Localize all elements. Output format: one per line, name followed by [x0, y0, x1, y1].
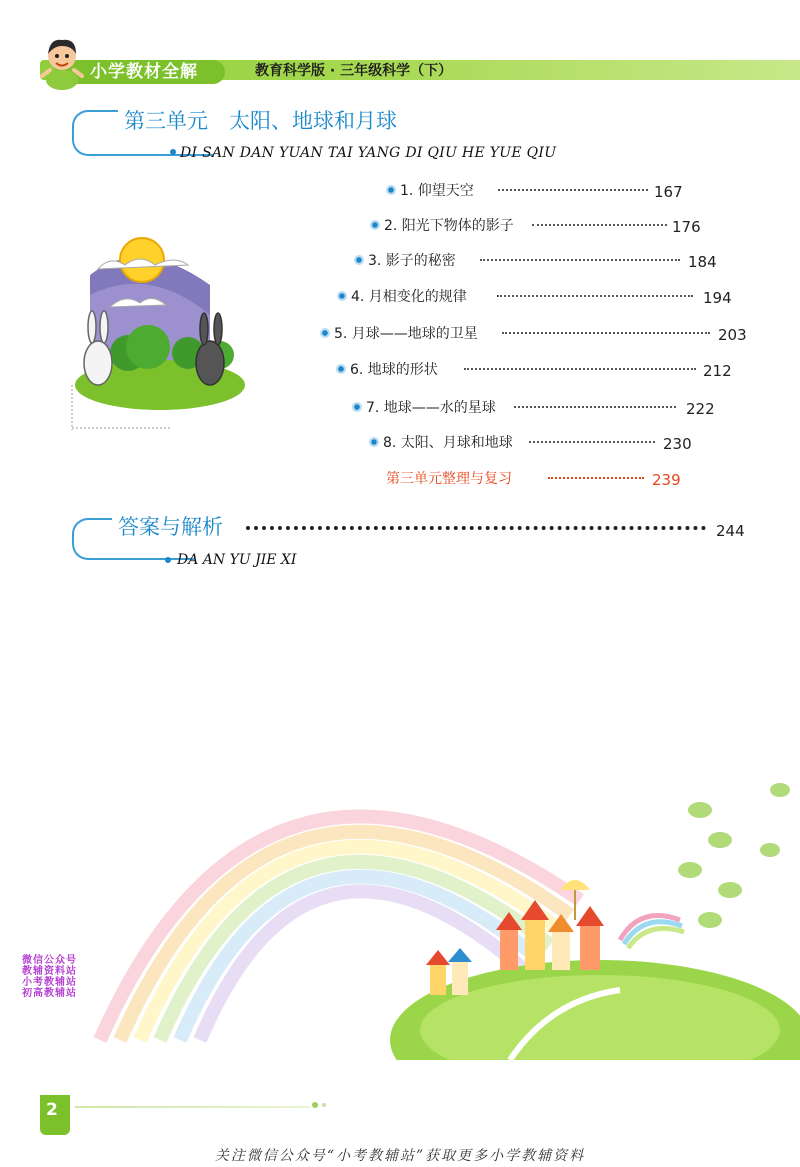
stamp-line-3: 小考教辅站	[22, 977, 77, 988]
answers-title[interactable]: 答案与解析	[112, 512, 229, 542]
review-page: 239	[652, 471, 681, 489]
rabbits-moon-illustration	[70, 235, 250, 430]
toc-entry-label: 2. 阳光下物体的影子	[384, 218, 514, 234]
bullet-icon	[386, 185, 396, 195]
footer-dot	[312, 1102, 318, 1108]
stamp-line-2: 教辅资料站	[22, 966, 77, 977]
toc-entry-page: 222	[686, 400, 715, 418]
boy-mascot-icon	[32, 30, 92, 90]
dot-leader	[548, 477, 644, 479]
bullet-icon	[354, 255, 364, 265]
toc-entry-label: 7. 地球——水的星球	[366, 400, 496, 416]
stamp-line-1: 微信公众号	[22, 955, 77, 966]
answers-pinyin: DA AN YU JIE XI	[177, 552, 297, 568]
stamp-line-4: 初高教辅站	[22, 988, 77, 999]
dot-leader	[514, 406, 676, 408]
bullet-icon	[352, 402, 362, 412]
answers-dot-leader	[246, 526, 706, 530]
toc-entry-page: 212	[703, 362, 732, 380]
toc-entry-page: 167	[654, 183, 683, 201]
dot-leader	[502, 332, 710, 334]
dot-leader	[464, 368, 696, 370]
toc-entry-page: 203	[718, 326, 747, 344]
toc-entry-page: 176	[672, 218, 701, 236]
unit-pinyin: DI SAN DAN YUAN TAI YANG DI QIU HE YUE QIU	[180, 145, 557, 161]
footer-dot	[322, 1103, 326, 1107]
toc-entry-label: 3. 影子的秘密	[368, 253, 456, 269]
toc-entry-page: 184	[688, 253, 717, 271]
bullet-icon	[369, 437, 379, 447]
toc-entry-label: 4. 月相变化的规律	[351, 289, 467, 305]
toc-entry-label: 5. 月球——地球的卫星	[334, 326, 478, 342]
answers-pinyin-dot	[165, 557, 171, 563]
footer-note: 关注微信公众号“小考教辅站”获取更多小学教辅资料	[214, 1148, 586, 1164]
dot-leader	[532, 224, 667, 226]
watermark-stamp	[22, 955, 92, 999]
bullet-icon	[336, 364, 346, 374]
dot-leader	[480, 259, 680, 261]
toc-entry-label: 1. 仰望天空	[400, 183, 474, 199]
review-label: 第三单元整理与复习	[386, 471, 512, 487]
toc-entry-page: 194	[703, 289, 732, 307]
bullet-icon	[320, 328, 330, 338]
toc-entry-label: 6. 地球的形状	[350, 362, 438, 378]
answers-page: 244	[716, 522, 745, 540]
unit-title: 第三单元 太阳、地球和月球	[118, 106, 403, 136]
dot-leader	[498, 189, 648, 191]
toc-entry-label: 8. 太阳、月球和地球	[383, 435, 513, 451]
rainbow-hill-illustration	[80, 700, 800, 1060]
edition-label: 教育科学版 · 三年级科学（下）	[255, 63, 453, 79]
bullet-icon	[337, 291, 347, 301]
series-title: 小学教材全解	[90, 62, 198, 82]
unit-pinyin-dot	[170, 149, 176, 155]
bullet-icon	[370, 220, 380, 230]
dot-leader	[529, 441, 655, 443]
footer-rule	[75, 1106, 310, 1108]
toc-entry-page: 230	[663, 435, 692, 453]
dot-leader	[497, 295, 693, 297]
page-number: 2	[46, 1100, 58, 1120]
